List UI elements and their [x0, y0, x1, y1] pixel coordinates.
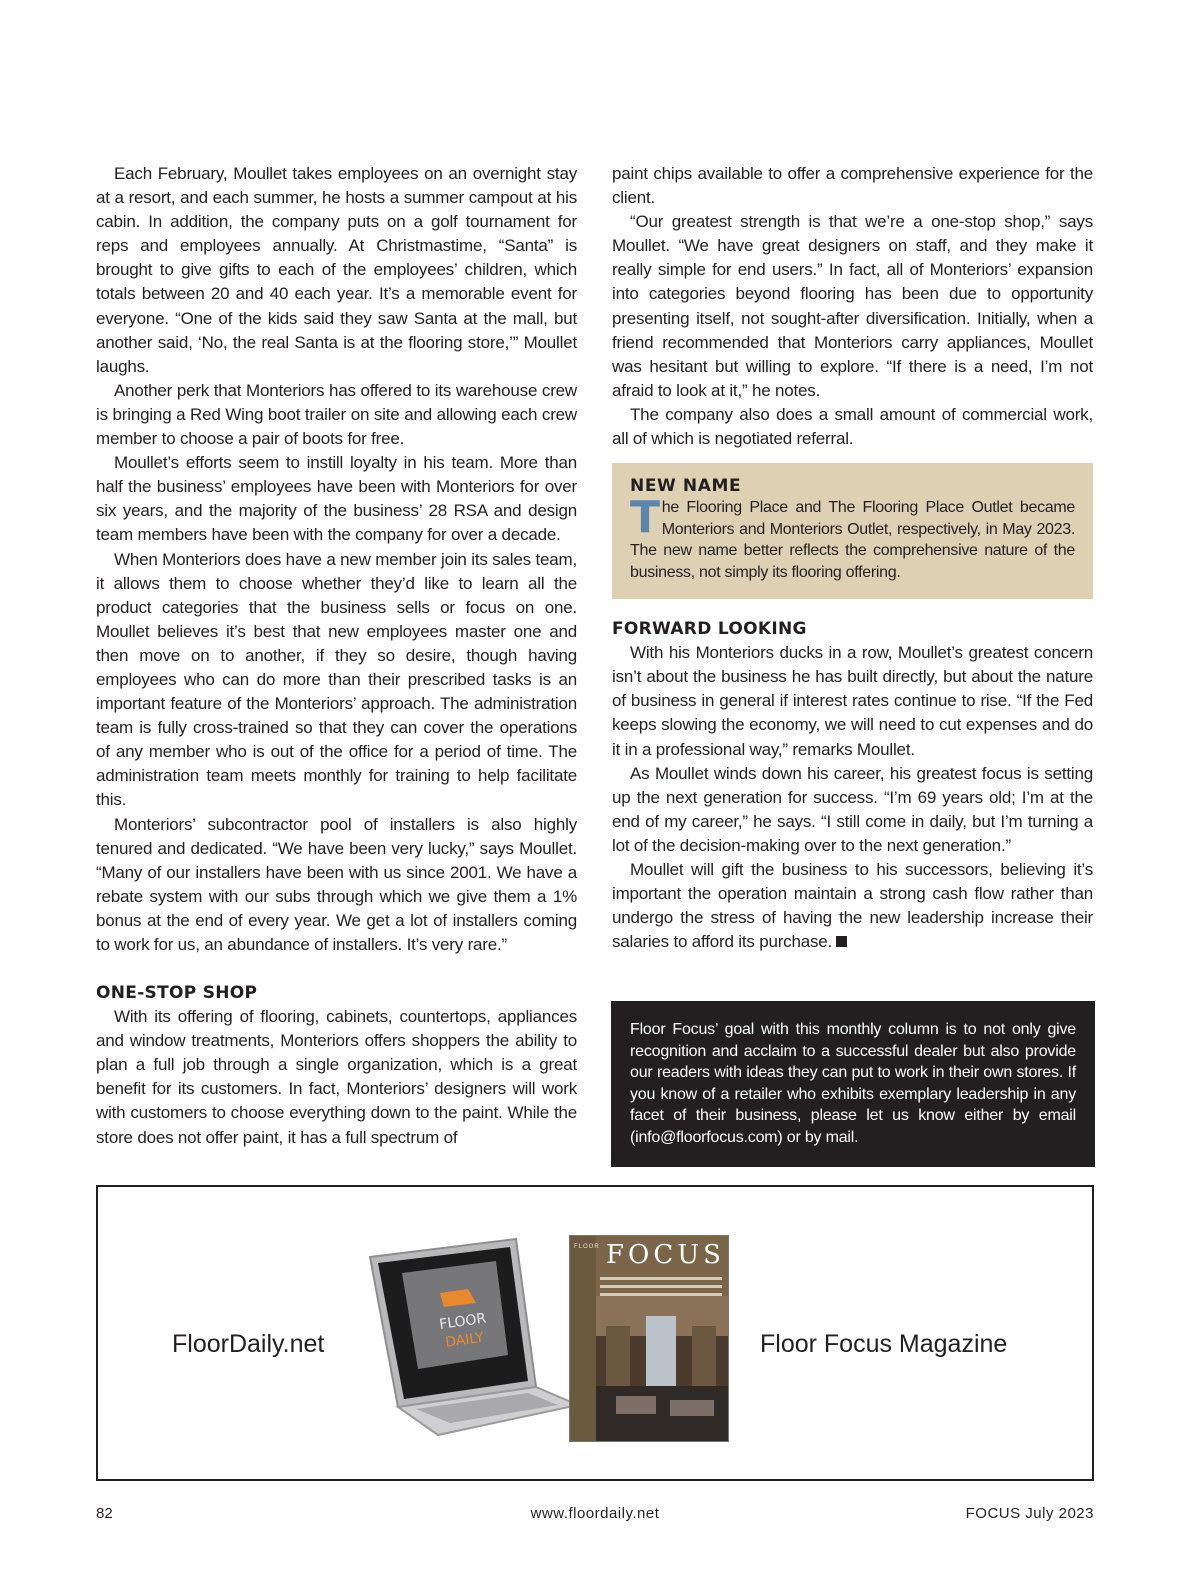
closing-paragraph-text: Moullet will gift the business to his successors, believing it’s important the operation maintain a strong cash flow rather than undergo the stress of having the new leadership increase their salaries to afford its purchase.	[612, 859, 1093, 952]
sidebar-title: NEW NAME	[630, 476, 742, 497]
laptop-logo-daily: DAILY	[444, 1329, 485, 1351]
drop-cap: T	[630, 492, 660, 544]
article-paragraph: Another perk that Monteriors has offered to its warehouse crew is bringing a Red Wing boot trailer on site and allowing each crew member to choose a pair of boots for free.	[96, 380, 577, 449]
article-paragraph: Monteriors’ subcontractor pool of installers is also highly tenured and dedicated. “We have been very lucky,” says Moullet. “Many of our installers have been with us since 2001. We have a rebate system with our subs through which we give them a 1% bonus at the end of every year. We get a lot of installers coming to work for us, an abundance of installers. It’s very rare.”	[96, 814, 577, 954]
magazine-spine	[570, 1236, 596, 1441]
article-paragraph: The company also does a small amount of commercial work, all of which is negotiated referral.	[612, 404, 1093, 449]
new-name-sidebar	[612, 463, 1093, 599]
goal-text: Floor Focus’ goal with this monthly column is to not only give recognition and acclaim to a successful dealer but also provide our readers with ideas they can put to work in their own stores. If you know of a retailer who exhibits exemplary leadership in any facet of their business, please let us know either by email (info@floorfocus.com) or by mail.	[630, 1021, 1076, 1146]
right-column	[612, 162, 1093, 954]
end-mark-icon	[836, 936, 847, 947]
column-goal-box	[611, 1001, 1095, 1167]
sidebar-body	[630, 492, 1075, 583]
article-paragraph: As Moullet winds down his career, his greatest focus is setting up the next generation for success. “I’m 69 years old; I’m at the end of my career,” he says. “I still come in daily, but I’m turning a lot of the decision-making over to the next generation.”	[612, 763, 1093, 855]
footer-url[interactable]: www.floordaily.net	[530, 1505, 660, 1522]
article-paragraph: With its offering of flooring, cabinets, countertops, appliances and window treatments, Monteriors offers shoppers the ability to plan a full job through a single organization, which is a great benefit for its customers. In fact, Monteriors’ designers will work with customers to choose everything down to the paint. While the store does not offer paint, it has a full spectrum of	[96, 1007, 577, 1147]
onestop-heading: ONE-STOP SHOP	[96, 983, 258, 1004]
article-paragraph	[612, 858, 1093, 954]
magazine-cover-image	[569, 1235, 729, 1442]
forward-looking-heading: FORWARD LOOKING	[612, 619, 807, 640]
laptop-logo-floor: FLOOR	[438, 1310, 488, 1333]
article-paragraph: When Monteriors does have a new member join its sales team, it allows them to choose whether they’d like to learn all the product categories that the business sells or focus on one. Moullet believes it’s best that new employees master one and then move on to another, if they so desire, though having employees who can do more than their prescribed tasks is an important feature of the Monteriors’ approach. The administration team is fully cross-trained so that they can cover the operations of any member who is out of the office for a period of time. The administration team meets monthly for training to help facilitate this.	[96, 549, 577, 810]
article-paragraph: “Our greatest strength is that we’re a one-stop shop,” says Moullet. “We have great designers on staff, and they make it really simple for end users.” In fact, all of Monteriors’ expansion into categories beyond flooring has been due to opportunity presenting itself, not sought-after diversification. Initially, when a friend recommended that Monteriors carry appliances, Moullet was hesitant but willing to explore. “If there is a need, I’m not afraid to look at it,” he notes.	[612, 212, 1093, 400]
magazine-cover-lines	[600, 1272, 722, 1296]
article-paragraph: Each February, Moullet takes employees on an overnight stay at a resort, and each summer, he hosts a summer campout at his cabin. In addition, the company puts on a golf tournament for reps and employees annually. At Christmastime, “Santa” is brought to give gifts to each of the employees’ children, which totals between 20 and 40 each year. It’s a memorable event for everyone. “One of the kids said they saw Santa at the mall, but another said, ‘No, the real Santa is at the flooring store,’” Moullet laughs.	[96, 164, 577, 376]
page-number: 82	[96, 1505, 113, 1522]
promo-banner[interactable]	[96, 1185, 1094, 1481]
floor-focus-magazine-link[interactable]: Floor Focus Magazine	[760, 1330, 1008, 1358]
laptop-icon	[368, 1237, 580, 1437]
article-paragraph: paint chips available to offer a comprehensive experience for the client.	[612, 164, 1093, 208]
magazine-spine-label: FLOOR	[574, 1244, 600, 1250]
sidebar-text: he Flooring Place and The Flooring Place Outlet became Monteriors and Monteriors Outlet, respectively, in May 2023. The new name better reflects the comprehensive nature of the business, not simply its flooring offering.	[630, 499, 1075, 581]
floordaily-link[interactable]: FloorDaily.net	[172, 1330, 325, 1358]
footer-issue: FOCUS July 2023	[965, 1505, 1094, 1522]
left-column	[96, 162, 577, 1150]
magazine-photo	[596, 1296, 728, 1441]
article-paragraph: Moullet’s efforts seem to instill loyalty in his team. More than half the business’ employees have been with Monteriors for over six years, and the majority of the business’ 28 RSA and design team members have been with the company for over a decade.	[96, 453, 577, 545]
article-paragraph: With his Monteriors ducks in a row, Moullet’s greatest concern isn’t about the business he has built directly, but about the nature of business in general if interest rates continue to rise. “If the Fed keeps slowing the economy, we will need to cut expenses and do it in a professional way,” remarks Moullet.	[612, 643, 1093, 759]
magazine-brand: FOCUS	[606, 1240, 725, 1270]
